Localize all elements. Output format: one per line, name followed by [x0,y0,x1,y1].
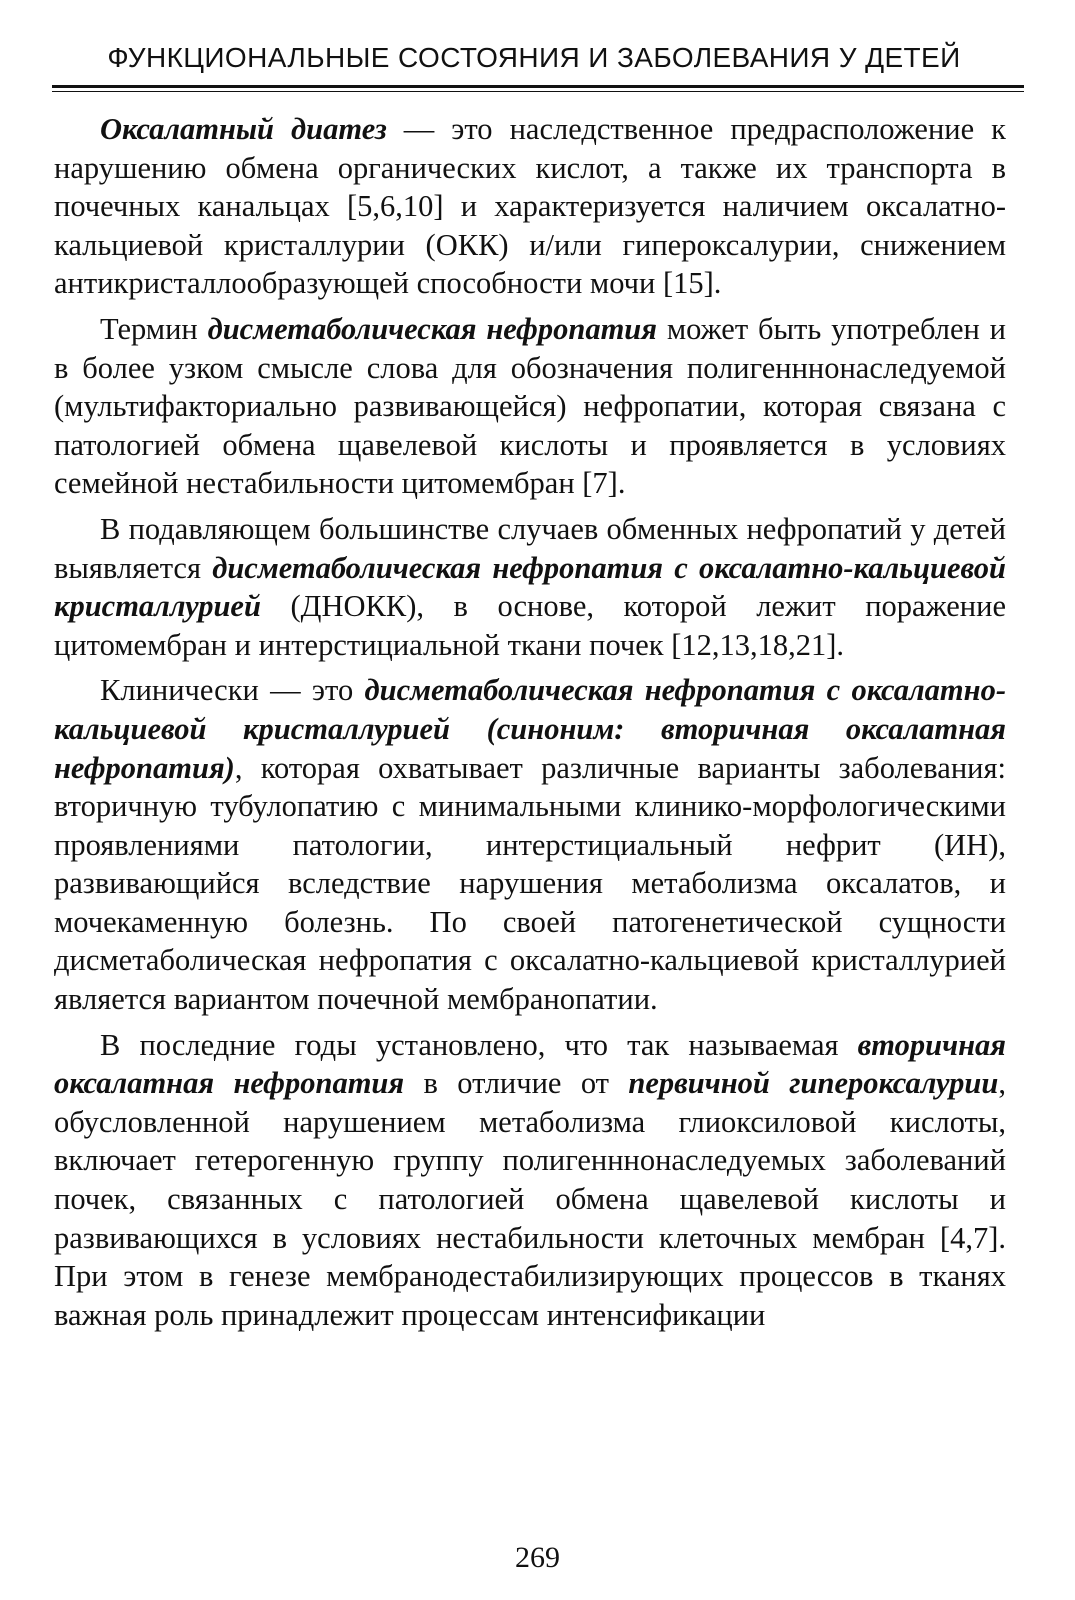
page-number: 269 [515,1541,560,1574]
paragraph-text: Термин [100,311,208,346]
paragraph-oxalate-diathesis [54,110,1006,303]
paragraph-text: в отличие от [404,1066,629,1101]
paragraph-recent-years [54,1026,1006,1335]
paragraph-text: В последние годы установлено, что так называемая [100,1027,858,1062]
paragraph-text: , которая охватывает различные варианты заболевания: вторичную тубулопатию с минимальными клинико-морфологическими проявлениями патологии, интерстициальный нефрит (ИН), развивающийся вследствие нарушения метаболизма оксалатов, и мочекаменную болезнь. По своей патогенетической сущности дисметаболическая нефропатия с оксалатно-кальциевой кристаллурией является вариантом почечной мембранопатии. [54,750,1006,1017]
term-dnokk: дисметаболическая нефропатия с оксалатно-кальциевой кристаллурией [54,550,1006,624]
header-rule-thin [52,91,1024,92]
term-oxalate-diathesis: Оксалатный диатез [100,112,387,146]
term-secondary-oxalate-nephropathy-synonym: дисметаболическая нефропатия с оксалатно-кальциевой кристаллурией (синоним: вторичная оксалатная нефропатия) [54,673,1006,785]
paragraph-clinical [54,671,1006,1018]
term-dysmetabolic-nephropathy: дисметаболическая нефропатия [207,311,657,346]
body-text [54,110,1006,1341]
term-secondary-oxalate-nephropathy: вторичная оксалатная нефропатия [54,1027,1006,1101]
term-primary-hyperoxaluria: первичной гипероксалурии [628,1066,999,1101]
paragraph-text: может быть употреблен и в более узком смысле слова для обозначения полигенннонаследуемой (мультифакториально развивающейся) нефропатии, которая связана с патологией обмена щавелевой кислоты и проявляется в условиях семейной нестабильности цитомембран [7]. [54,311,1007,501]
paragraph-text: Клинически — это [100,673,365,708]
paragraph-dnokk [54,510,1006,664]
header-rule-thick [52,85,1024,88]
paragraph-dysmetabolic-nephropathy [54,310,1006,503]
paragraph-text: (ДНОКК), в основе, которой лежит поражение цитомембран и интерстициальной ткани почек [12,13,18,21]. [54,589,1006,662]
paragraph-text: , обусловленной нарушением метаболизма глиоксиловой кислоты, включает гетерогенную группу полигенннонаследуемых заболеваний почек, связанных с патологией обмена щавелевой кислоты и развивающихся в условиях нестабильности клеточных мембран [4,7]. При этом в генезе мембранодестабилизирующих процессов в тканях важная роль принадлежит процессам интенсификации [54,1066,1006,1332]
running-head: ФУНКЦИОНАЛЬНЫЕ СОСТОЯНИЯ И ЗАБОЛЕВАНИЯ У ДЕТЕЙ [107,42,961,73]
paragraph-text: В подавляющем большинстве случаев обменных нефропатий у детей выявляется [54,511,1006,585]
paragraph-text: — это наследственное предрасположение к нарушению обмена органических кислот, а также их транспорта в почечных канальцах [5,6,10] и характеризуется наличием оксалатно-кальциевой кристаллурии (ОКК) и/или гипероксалурии, снижением антикристаллообразующей способности мочи [15]. [54,112,1006,301]
